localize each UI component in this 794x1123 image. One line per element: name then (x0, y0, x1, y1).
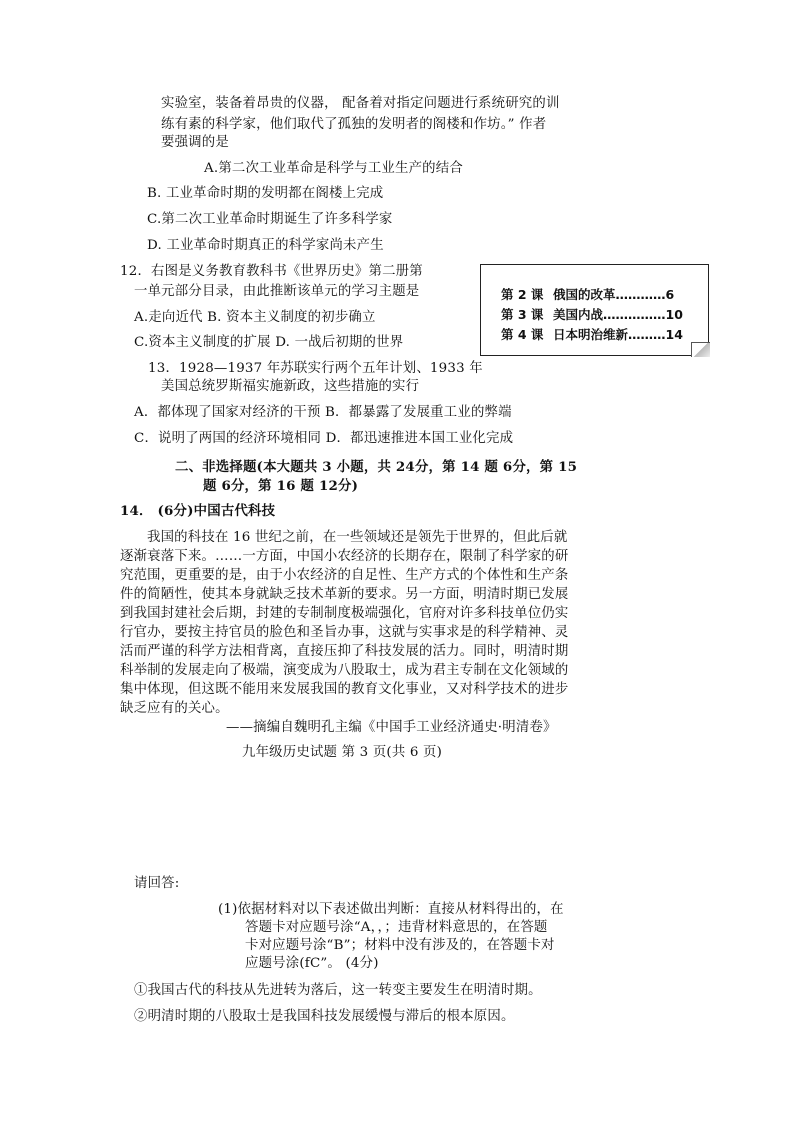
q12-options-ab: A.走向近代 B. 资本主义制度的初步确立 (134, 310, 376, 325)
sub-question-line: 答题卡对应题号涂“A，，；违背材料意思的，在答题 (245, 920, 548, 935)
toc-lesson-number: 第 2 课 (501, 287, 544, 302)
passage-line: 我国的科技在 16 世纪之前，在一些领域还是领先于世界的，但此后就 (147, 530, 568, 545)
q11-text-line: 要强调的是 (161, 135, 229, 150)
q11-option-d: D. 工业革命时期真正的科学家尚未产生 (147, 238, 384, 253)
passage-line: 活而严谨的科学方法相背离，直接压抑了科技发展的活力。同时，明清时期 (120, 644, 569, 659)
passage-line: 缺乏应有的关心。 (120, 701, 229, 716)
toc-lesson-number: 第 3 课 (501, 307, 544, 322)
q12-stem: 12．右图是义务教育教科书《世界历史》第二册第 (120, 264, 423, 279)
answer-prompt: 请回答: (134, 876, 180, 891)
sub-question-line: 应题号涂(fC”。 (4分) (245, 956, 379, 971)
q13-stem: 美国总统罗斯福实施新政，这些措施的实行 (161, 379, 420, 394)
toc-lesson-title: 俄国的改革…………6 (553, 287, 675, 302)
statement-2: ②明清时期的八股取士是我国科技发展缓慢与滞后的根本原因。 (134, 1009, 515, 1024)
toc-item (501, 285, 674, 303)
q11-option-c: C.第二次工业革命时期诞生了许多科学家 (147, 212, 393, 227)
section-heading: 题 6分，第 16 题 12分) (203, 478, 359, 494)
passage-line: 行官办，要按主持官员的脸色和圣旨办事，这就与实事求是的科学精神、灵 (120, 625, 569, 640)
passage-line: 科举制的发展走向了极端，演变成为八股取士，成为君主专制在文化领域的 (120, 663, 569, 678)
passage-line: 到我国封建社会后期，封建的专制制度极端强化，官府对许多科技单位仍实 (120, 606, 569, 621)
sub-question-line: 卡对应题号涂“B”；材料中没有涉及的，在答题卡对 (245, 938, 555, 953)
q13-options-cd: C．说明了两国的经济环境相同 D．都迅速推进本国工业化完成 (134, 431, 514, 446)
q13-options-ab: A．都体现了国家对经济的干预 B．都暴露了发展重工业的弊端 (134, 405, 512, 420)
passage-line: 件的简陋性，使其本身就缺乏技术革新的要求。另一方面，明清时期已发展 (120, 587, 569, 602)
textbook-toc-figure (480, 264, 709, 356)
q11-text-line: 练有素的科学家，他们取代了孤独的发明者的阁楼和作坊。” 作者 (161, 117, 547, 132)
q12-options-cd: C.资本主义制度的扩展 D. 一战后初期的世界 (134, 335, 404, 350)
q12-stem: 一单元部分目录，由此推断该单元的学习主题是 (134, 284, 420, 299)
passage-line: 逐渐衰落下来。……一方面，中国小农经济的长期存在，限制了科学家的研 (120, 549, 569, 564)
q13-stem: 13．1928—1937 年苏联实行两个五年计划、1933 年 (148, 361, 483, 376)
sub-question-line: (1)依据材料对以下表述做出判断：直接从材料得出的，在 (218, 902, 564, 917)
toc-item (501, 325, 683, 343)
source-citation: ——摘编自魏明孔主编《中国手工业经济通史·明清卷》 (226, 720, 557, 735)
q11-option-a: A.第二次工业革命是科学与工业生产的结合 (204, 161, 463, 176)
q14-heading: 14． (6分)中国古代科技 (120, 503, 276, 519)
toc-item (501, 305, 683, 323)
statement-1: ①我国古代的科技从先进转为落后，这一转变主要发生在明清时期。 (134, 983, 542, 998)
toc-lesson-title: 美国内战……………10 (553, 307, 683, 322)
q11-text-line: 实验室，装备着昂贵的仪器， 配备着对指定问题进行系统研究的训 (161, 96, 560, 111)
section-heading: 二、非选择题(本大题共 3 小题，共 24分，第 14 题 6分，第 15 (175, 459, 578, 475)
passage-line: 究范围，更重要的是，由于小农经济的自足性、生产方式的个体性和生产条 (120, 568, 569, 583)
toc-lesson-title: 日本明治维新………14 (553, 327, 683, 342)
q11-option-b: B. 工业革命时期的发明都在阁楼上完成 (147, 186, 384, 201)
page-footer: 九年级历史试题 第 3 页(共 6 页) (242, 745, 443, 760)
toc-lesson-number: 第 4 课 (501, 327, 544, 342)
passage-line: 集中体现，但这既不能用来发展我国的教育文化事业，又对科学技术的进步 (120, 682, 569, 697)
